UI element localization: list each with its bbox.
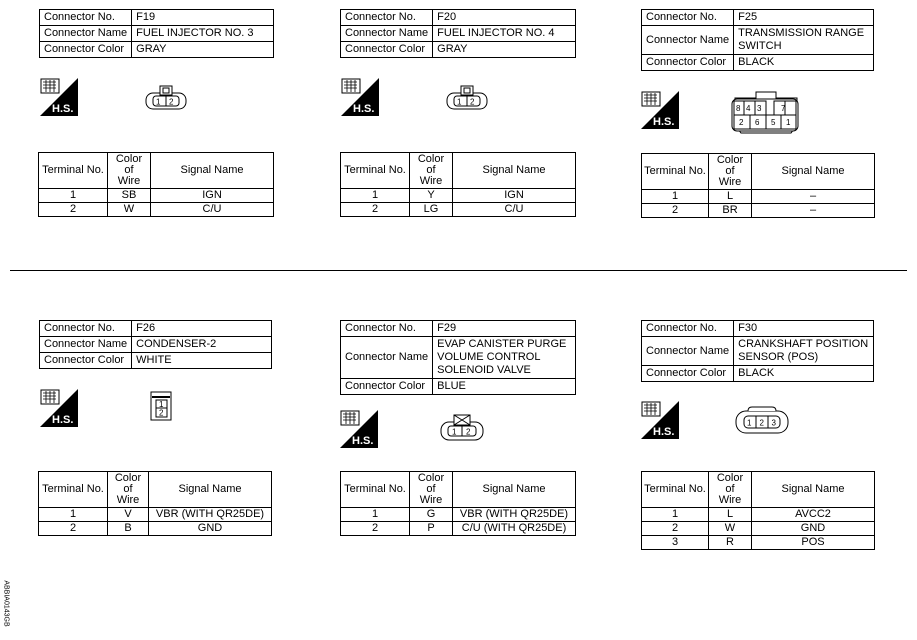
terminal-no-header: Terminal No. xyxy=(341,472,410,508)
pin-label: 7 xyxy=(781,104,786,113)
connector-color-value: WHITE xyxy=(132,353,272,369)
table-row: 2 W C/U xyxy=(39,203,274,217)
label-connector-name: Connector Name xyxy=(341,26,433,42)
pin-label: 2 xyxy=(169,97,174,107)
pin-label: 4 xyxy=(746,104,751,113)
signal-name-header: Signal Name xyxy=(149,472,272,508)
pin-label: 3 xyxy=(757,104,762,113)
connector-no-value: F26 xyxy=(132,321,272,337)
label-connector-no: Connector No. xyxy=(341,321,433,337)
color-of-wire-header: Color of Wire xyxy=(108,472,149,508)
pin-label: 1 xyxy=(747,418,752,428)
connector-color-value: GRAY xyxy=(433,42,576,58)
table-row: 1 L AVCC2 xyxy=(642,508,875,522)
connector-f19-header xyxy=(39,9,274,58)
connector-name-value: CRANKSHAFT POSITION SENSOR (POS) xyxy=(734,337,874,366)
terminal-no-header: Terminal No. xyxy=(39,153,108,189)
color-of-wire-header: Color of Wire xyxy=(410,153,453,189)
connector-name-value: EVAP CANISTER PURGE VOLUME CONTROL SOLENOID VALVE xyxy=(433,337,576,379)
hs-label: H.S. xyxy=(653,116,675,128)
hs-icon xyxy=(341,78,379,116)
label-connector-name: Connector Name xyxy=(40,26,132,42)
connector-color-value: BLACK xyxy=(734,55,874,71)
connector-name-value: TRANSMISSION RANGE SWITCH xyxy=(734,26,874,55)
connector-f30-terminal-table xyxy=(641,471,875,550)
color-of-wire-header: Color of Wire xyxy=(108,153,151,189)
label-connector-no: Connector No. xyxy=(40,10,132,26)
label-connector-name: Connector Name xyxy=(40,337,132,353)
connector-f30-face-icon xyxy=(734,405,790,435)
hs-icon xyxy=(641,401,679,439)
terminal-no-header: Terminal No. xyxy=(642,472,709,508)
connector-f20-face-icon xyxy=(445,84,489,110)
connector-f19-face-icon xyxy=(144,84,188,110)
label-connector-no: Connector No. xyxy=(341,10,433,26)
connector-f20-terminal-table xyxy=(340,152,576,217)
connector-name-value: FUEL INJECTOR NO. 4 xyxy=(433,26,576,42)
connector-no-value: F25 xyxy=(734,10,874,26)
connector-f19-terminal-table xyxy=(38,152,274,217)
connector-color-value: GRAY xyxy=(132,42,274,58)
label-connector-name: Connector Name xyxy=(642,26,734,55)
connector-f29-terminal-table xyxy=(340,471,576,536)
color-of-wire-header: Color of Wire xyxy=(709,154,752,190)
signal-name-header: Signal Name xyxy=(752,154,875,190)
hs-label: H.S. xyxy=(52,414,74,426)
pin-label: 2 xyxy=(739,118,744,127)
pin-label: 1 xyxy=(156,97,161,107)
pin-label: 1 xyxy=(457,97,462,107)
hs-label: H.S. xyxy=(353,103,375,115)
terminal-no-header: Terminal No. xyxy=(341,153,410,189)
signal-name-header: Signal Name xyxy=(453,472,576,508)
pin-label: 1 xyxy=(452,427,457,437)
pin-label: 2 xyxy=(470,97,475,107)
connector-f25-terminal-table xyxy=(641,153,875,218)
color-of-wire-header: Color of Wire xyxy=(709,472,752,508)
connector-f30-header xyxy=(641,320,874,382)
table-row: 1 Y IGN xyxy=(341,189,576,203)
table-row: 2 P C/U (WITH QR25DE) xyxy=(341,522,576,536)
connector-f29-header xyxy=(340,320,576,395)
pin-label: 2 xyxy=(759,418,764,428)
connector-f29-face-icon xyxy=(439,414,485,442)
pin-label: 8 xyxy=(736,104,741,113)
section-divider xyxy=(10,270,907,271)
connector-f25-face-icon xyxy=(728,89,804,135)
hs-icon xyxy=(40,389,78,427)
label-connector-no: Connector No. xyxy=(642,10,734,26)
connector-no-value: F29 xyxy=(433,321,576,337)
signal-name-header: Signal Name xyxy=(453,153,576,189)
label-connector-color: Connector Color xyxy=(642,55,734,71)
connector-f26-face-icon xyxy=(148,390,174,422)
connector-name-value: CONDENSER-2 xyxy=(132,337,272,353)
signal-name-header: Signal Name xyxy=(752,472,875,508)
label-connector-color: Connector Color xyxy=(642,366,734,382)
table-row: 1 V VBR (WITH QR25DE) xyxy=(39,508,272,522)
table-row: 1 G VBR (WITH QR25DE) xyxy=(341,508,576,522)
label-connector-name: Connector Name xyxy=(642,337,734,366)
connector-f25-header xyxy=(641,9,874,71)
hs-icon xyxy=(340,410,378,448)
pin-label: 2 xyxy=(466,427,471,437)
connector-color-value: BLACK xyxy=(734,366,874,382)
pin-label: 1 xyxy=(786,118,791,127)
table-row: 2 LG C/U xyxy=(341,203,576,217)
table-row: 2 BR – xyxy=(642,204,875,218)
table-row: 2 W GND xyxy=(642,522,875,536)
connector-f20-header xyxy=(340,9,576,58)
hs-icon xyxy=(40,78,78,116)
hs-label: H.S. xyxy=(352,435,374,447)
label-connector-color: Connector Color xyxy=(40,42,132,58)
table-row: 1 SB IGN xyxy=(39,189,274,203)
pin-label: 1 xyxy=(159,400,164,409)
label-connector-no: Connector No. xyxy=(642,321,734,337)
label-connector-color: Connector Color xyxy=(341,42,433,58)
connector-color-value: BLUE xyxy=(433,379,576,395)
connector-f26-header xyxy=(39,320,272,369)
label-connector-color: Connector Color xyxy=(341,379,433,395)
terminal-no-header: Terminal No. xyxy=(642,154,709,190)
label-connector-color: Connector Color xyxy=(40,353,132,369)
label-connector-no: Connector No. xyxy=(40,321,132,337)
terminal-no-header: Terminal No. xyxy=(39,472,108,508)
pin-label: 3 xyxy=(771,418,776,428)
pin-label: 5 xyxy=(771,118,776,127)
signal-name-header: Signal Name xyxy=(151,153,274,189)
pin-label: 6 xyxy=(755,118,760,127)
connector-no-value: F30 xyxy=(734,321,874,337)
figure-code: ABBIA0143GB xyxy=(2,580,10,627)
table-row: 3 R POS xyxy=(642,536,875,550)
connector-no-value: F20 xyxy=(433,10,576,26)
table-row: 2 B GND xyxy=(39,522,272,536)
hs-label: H.S. xyxy=(52,103,74,115)
hs-label: H.S. xyxy=(653,426,675,438)
hs-icon xyxy=(641,91,679,129)
pin-label: 2 xyxy=(159,408,164,418)
table-row: 1 L – xyxy=(642,190,875,204)
connector-name-value: FUEL INJECTOR NO. 3 xyxy=(132,26,274,42)
connector-no-value: F19 xyxy=(132,10,274,26)
connector-f26-terminal-table xyxy=(38,471,272,536)
color-of-wire-header: Color of Wire xyxy=(410,472,453,508)
label-connector-name: Connector Name xyxy=(341,337,433,379)
